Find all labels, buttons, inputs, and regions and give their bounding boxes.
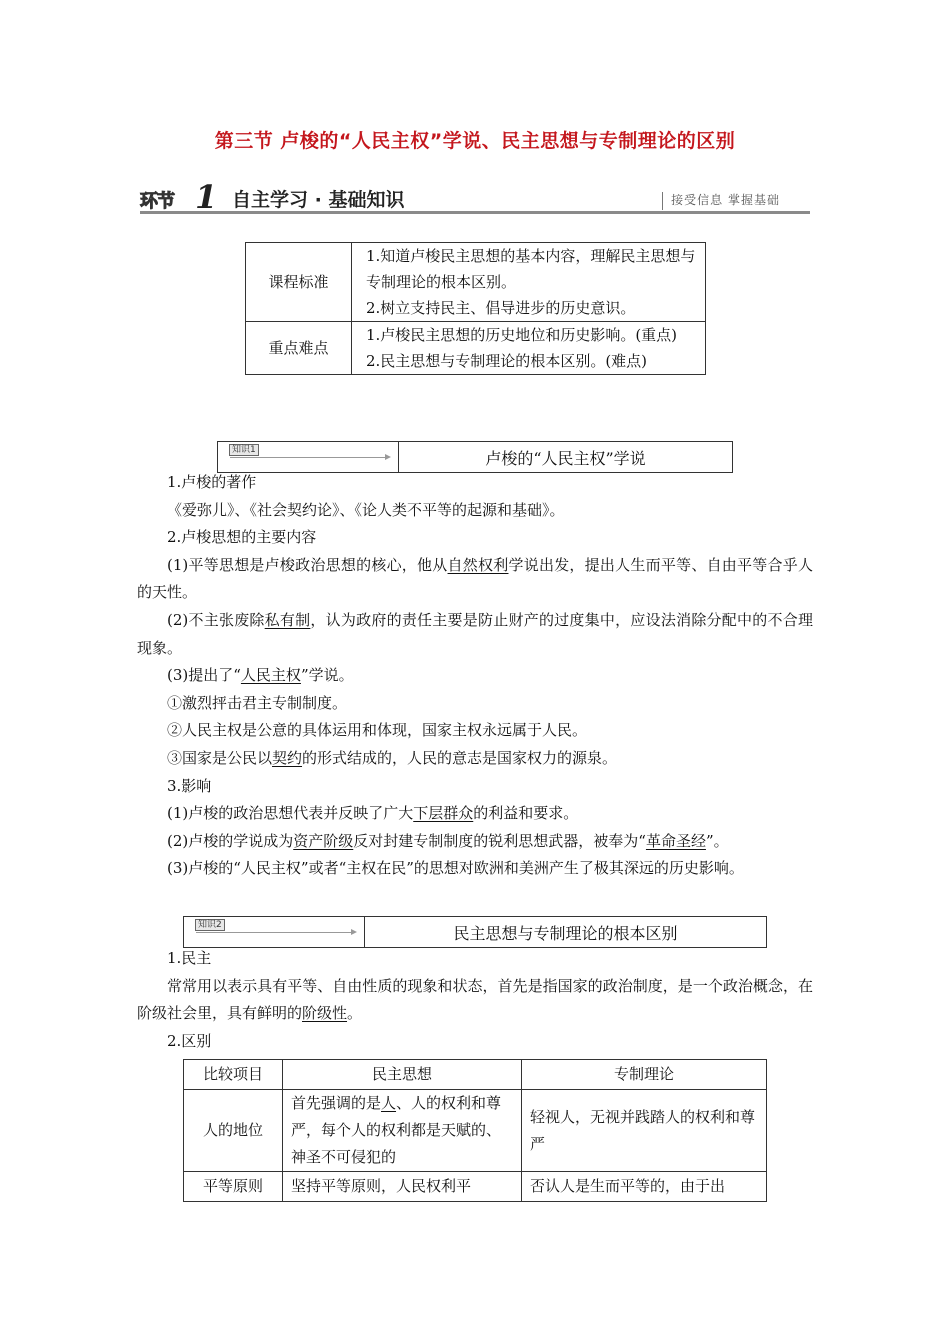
influence-1 (137, 800, 813, 828)
table-cell: 坚持平等原则，人民权利平 (283, 1172, 522, 1202)
table-cell: 人的地位 (184, 1090, 283, 1172)
standard-item-1: 1.知道卢梭民主思想的基本内容，理解民主思想与专制理论的根本区别。 (366, 247, 696, 291)
section-subtitle: 接受信息 掌握基础 (662, 192, 780, 210)
text: ”学说。 (300, 666, 354, 685)
text: 的利益和要求。 (473, 804, 579, 823)
text: ③国家是公民以 (167, 748, 273, 767)
part2-content (137, 945, 813, 1055)
section-title: 自主学习 · 基础知识 (232, 189, 405, 211)
heading-democracy: 1.民主 (167, 949, 212, 967)
comparison-table (183, 1059, 767, 1202)
influence-3: (3)卢梭的“人民主权”或者“主权在民”的思想对欧洲和美洲产生了极其深远的历史影响。 (167, 859, 744, 878)
goals-row-key (246, 322, 706, 375)
table-cell (283, 1090, 522, 1172)
text: (1)卢梭的政治思想代表并反映了广大 (167, 804, 414, 823)
blank-answer: 人民主权 (240, 666, 301, 685)
arrow-icon (196, 932, 354, 933)
knowledge-point-2-title: 民主思想与专制理论的根本区别 (453, 923, 678, 943)
heading-influence: 3.影响 (167, 776, 212, 795)
text: 首先强调的是 (291, 1094, 382, 1112)
blank-answer: 人 (381, 1094, 397, 1112)
blank-answer: 契约 (272, 748, 303, 767)
part1-content (137, 469, 813, 883)
table-cell: 否认人是生而平等的，由于出 (522, 1172, 767, 1202)
blank-answer: 阶级性 (302, 1004, 348, 1023)
standard-item-2: 2.树立支持民主、倡导进步的历史意识。 (366, 299, 636, 317)
blank-answer: 自然权利 (447, 555, 509, 574)
knowledge-badge: 知识2 (195, 919, 225, 931)
blank-answer: 资产阶级 (293, 831, 354, 850)
content-equality (137, 552, 813, 607)
knowledge-point-2-header (183, 916, 767, 948)
goals-label-standard: 课程标准 (246, 243, 352, 322)
table-cell: 平等原则 (184, 1172, 283, 1202)
column-header: 比较项目 (184, 1060, 283, 1090)
text: ”。 (705, 831, 729, 850)
knowledge-tag (218, 442, 399, 472)
blank-answer: 私有制 (264, 610, 311, 629)
knowledge-tag (184, 917, 365, 947)
blank-answer: 下层群众 (413, 804, 474, 823)
text: 反对封建专制制度的锐利思想武器，被奉为“ (353, 831, 646, 850)
arrow-icon (230, 457, 388, 458)
democracy-definition (137, 973, 813, 1028)
goals-label-key: 重点难点 (246, 322, 352, 375)
heading-works: 1.卢梭的著作 (167, 473, 257, 491)
text: 。 (347, 1004, 363, 1023)
knowledge-point-1-title: 卢梭的“人民主权”学说 (485, 448, 646, 468)
heading-difference: 2.区别 (167, 1031, 212, 1050)
text: 、人的权利和尊严，每个人的权利都是天赋的、神圣不可侵犯的 (291, 1094, 502, 1166)
text: (3)提出了“ (167, 666, 241, 685)
heading-main-content: 2.卢梭思想的主要内容 (167, 528, 317, 547)
table-header-row (184, 1060, 767, 1090)
sovereignty-point-2: ②人民主权是公意的具体运用和体现，国家主权永远属于人民。 (167, 721, 588, 740)
text: 的形式结成的，人民的意志是国家权力的源泉。 (302, 748, 618, 767)
table-cell: 轻视人，无视并践踏人的权利和尊严 (522, 1090, 767, 1172)
content-sovereignty (137, 662, 813, 690)
goals-value-standard (352, 243, 706, 322)
knowledge-badge: 知识1 (229, 444, 259, 456)
text: (2)不主张废除 (167, 610, 265, 629)
column-header: 专制理论 (522, 1060, 767, 1090)
table-row (184, 1090, 767, 1172)
section-label: 环节 (140, 191, 174, 212)
column-header: 民主思想 (283, 1060, 522, 1090)
table-row (184, 1172, 767, 1202)
page-title: 第三节 卢梭的“人民主权”学说、民主思想与专制理论的区别 (214, 130, 736, 152)
text: 常常用以表示具有平等、自由性质的现象和状态，首先是指国家的政治制度，是一个政治概念，在阶级社会里，具有鲜明的 (137, 976, 813, 1023)
sovereignty-point-3 (137, 745, 813, 773)
text: 学说出发，提出人生而平等、自由平等合乎人的天性。 (137, 555, 813, 602)
goals-row-standard (246, 243, 706, 322)
text: (2)卢梭的学说成为 (167, 831, 294, 850)
influence-2 (137, 828, 813, 856)
content-property (137, 607, 813, 662)
goals-table (245, 242, 706, 375)
text: ，认为政府的责任主要是防止财产的过度集中，应设法消除分配中的不合理现象。 (137, 610, 813, 657)
key-item-1: 1.卢梭民主思想的历史地位和历史影响。(重点) (366, 326, 678, 344)
goals-value-key (352, 322, 706, 375)
sovereignty-point-1: ①激烈抨击君主专制制度。 (167, 693, 348, 712)
works-list: 《爱弥儿》、《社会契约论》、《论人类不平等的起源和基础》。 (167, 500, 565, 519)
blank-answer: 革命圣经 (645, 831, 706, 850)
text: (1)平等思想是卢梭政治思想的核心，他从 (167, 555, 448, 574)
section-number: 1 (195, 178, 218, 216)
section-header (140, 178, 810, 216)
key-item-2: 2.民主思想与专制理论的根本区别。(难点) (366, 352, 648, 370)
